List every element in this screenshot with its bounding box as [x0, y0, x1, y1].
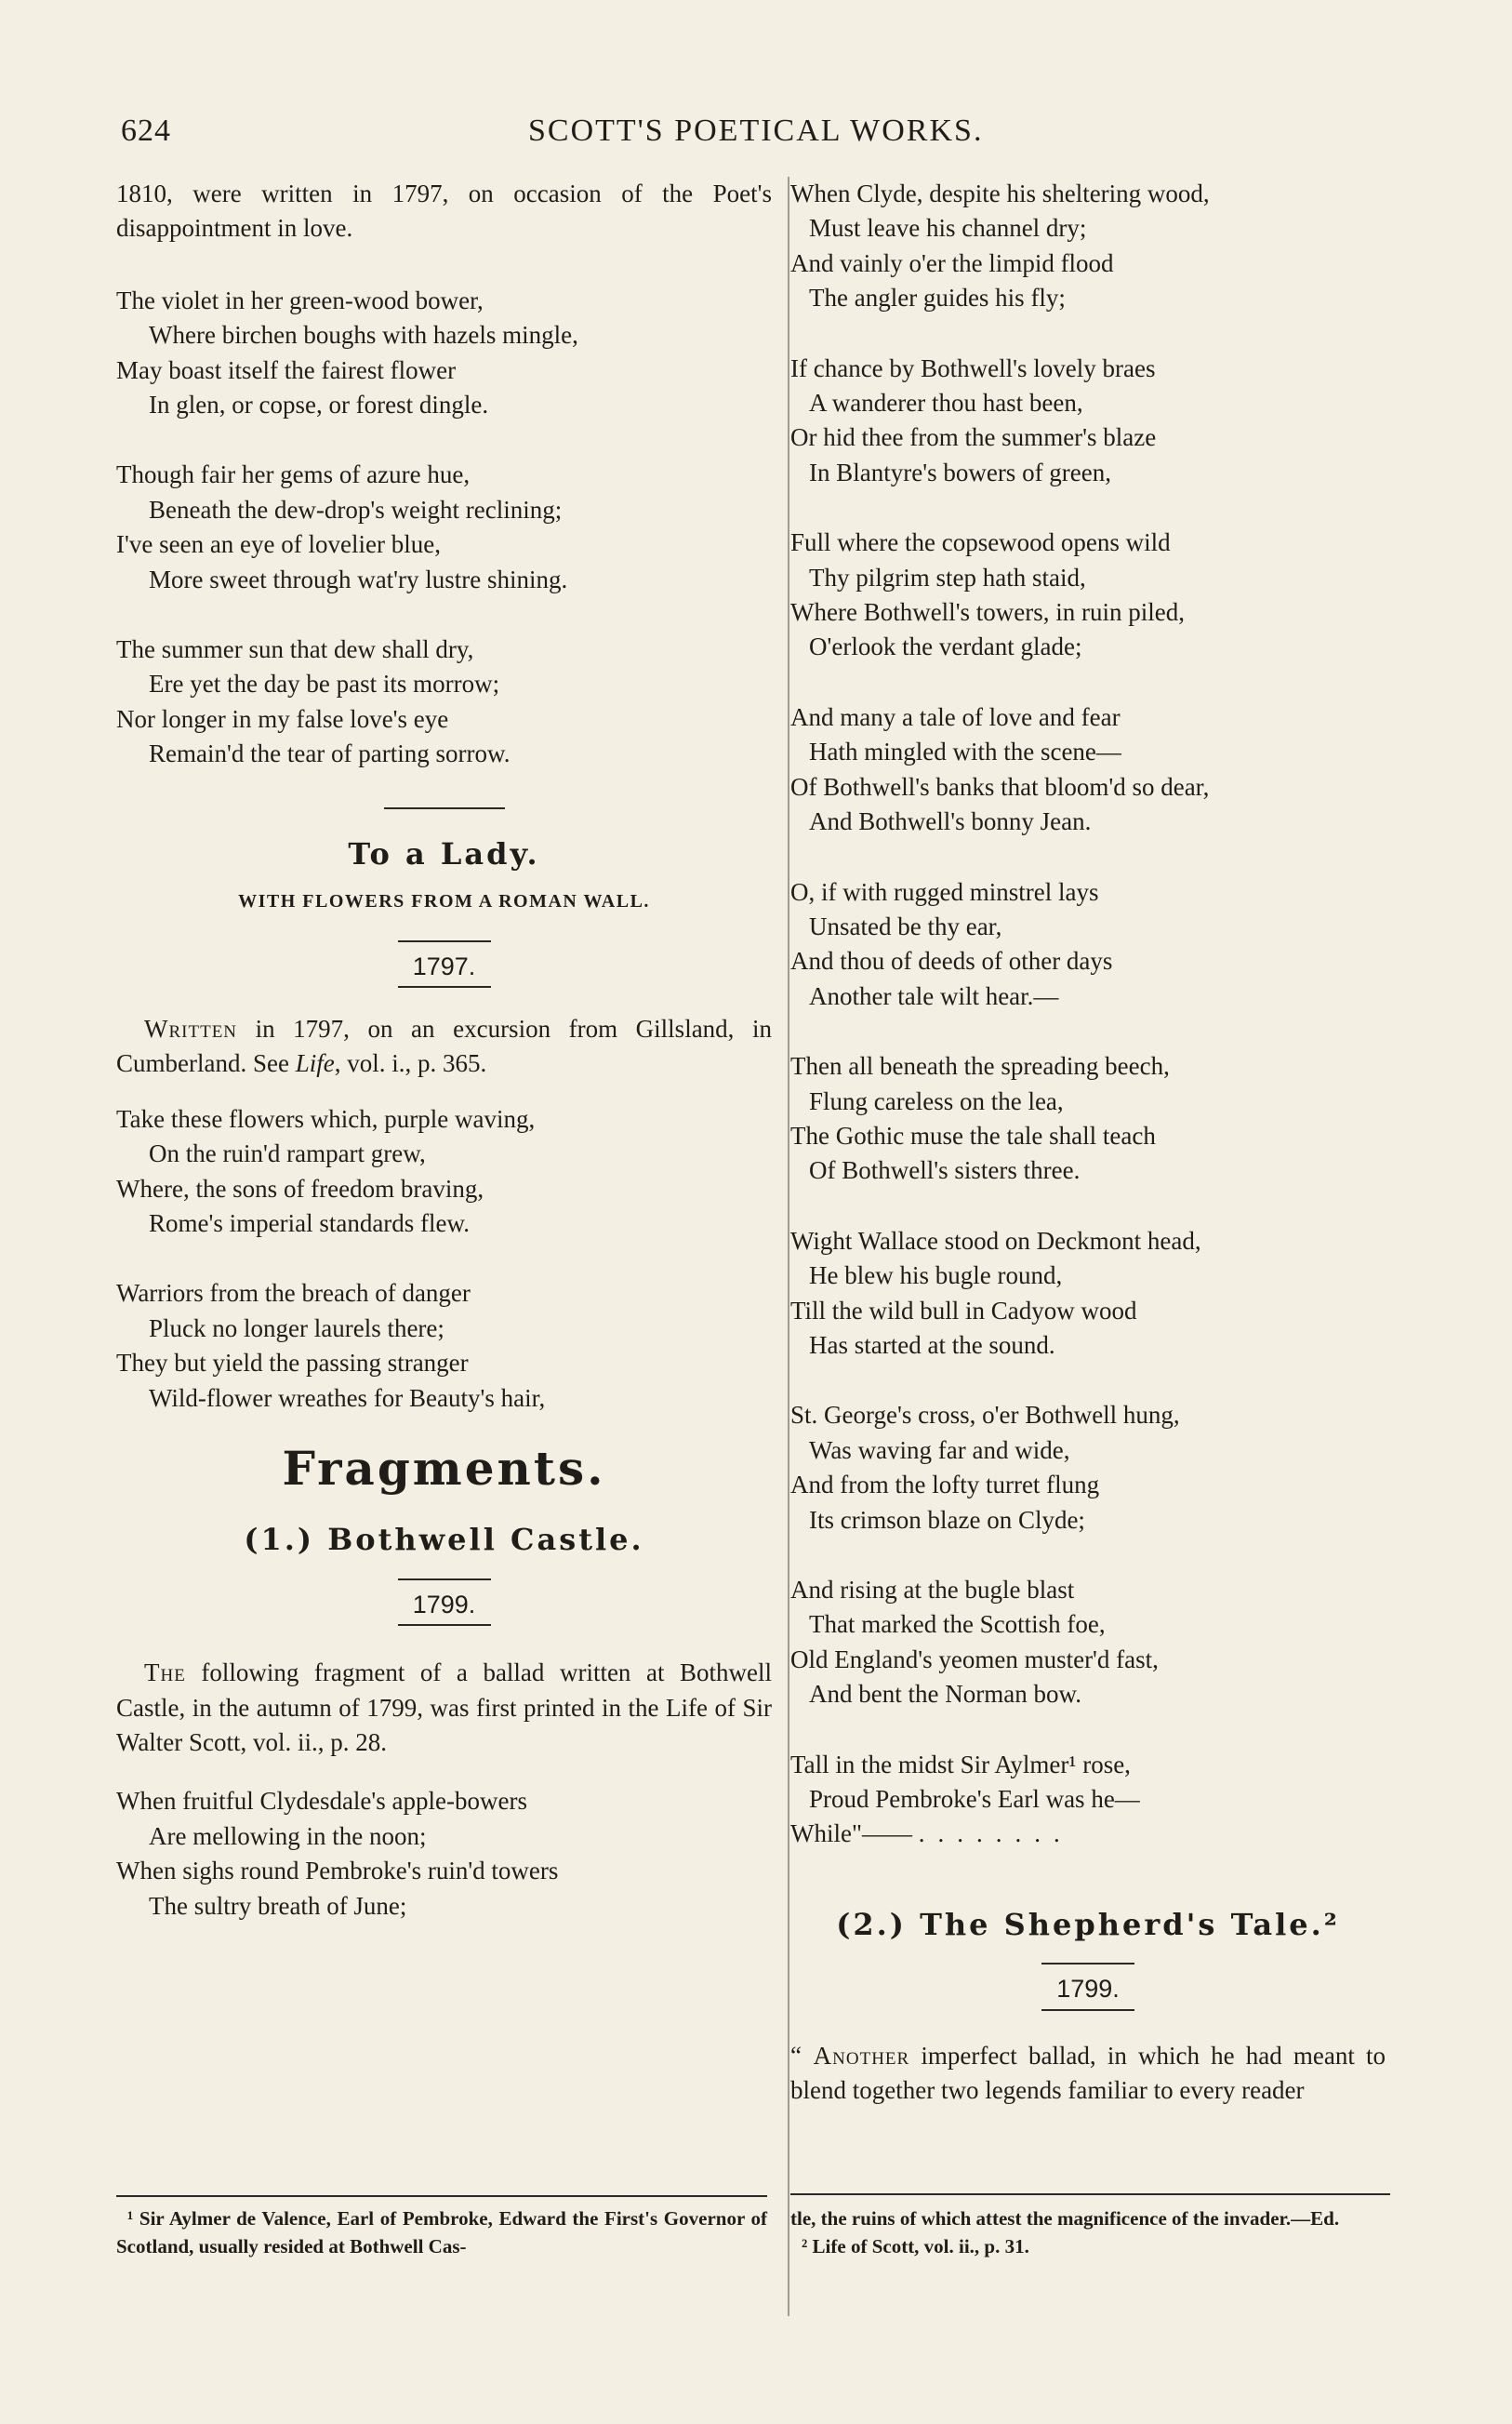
- verse-line: Hath mingled with the scene—: [809, 738, 1121, 766]
- fragments-heading: Fragments.: [282, 1440, 606, 1496]
- year-text: 1799.: [412, 1590, 476, 1618]
- verse-line: Pluck no longer laurels there;: [149, 1313, 444, 1342]
- year-text: 1797.: [412, 952, 476, 980]
- verse-line: The sultry breath of June;: [149, 1891, 407, 1920]
- stanza: [116, 284, 772, 423]
- verse-line: On the ruin'd rampart grew,: [149, 1139, 426, 1168]
- year-overline: [398, 1578, 491, 1580]
- note-body: following fragment of a ballad written at Bothwell Castle, in the autumn of 1799, was first printed in the Life of Sir Walter Scott, vol. ii., p. 28.: [116, 1658, 772, 1756]
- verse-line: They but yield the passing stranger: [116, 1349, 469, 1378]
- shepherds-tale-year: [1041, 1963, 1134, 2010]
- stanza: [790, 1224, 1386, 1364]
- ellipsis-dots: ........: [918, 1819, 1073, 1848]
- verse-line: Beneath the dew-drop's weight reclining;: [149, 495, 563, 524]
- to-a-lady-note: [116, 1012, 772, 1082]
- stanza: [790, 526, 1386, 665]
- footnote-right: [790, 2204, 1386, 2260]
- stanza: [116, 633, 772, 772]
- page-number: 624: [121, 113, 171, 148]
- footnote-rule-right: [790, 2193, 1390, 2195]
- year-text: 1799.: [1056, 1975, 1120, 2004]
- footnote-left: ¹ Sir Aylmer de Valence, Earl of Pembroke, Edward the First's Governor of Scotland, usually resided at Bothwell Cas-: [116, 2207, 767, 2258]
- poem-flowers: [116, 1102, 772, 1416]
- stanza: [790, 1398, 1386, 1538]
- verse-line: Was waving far and wide,: [809, 1435, 1070, 1464]
- verse-line: A wanderer thou hast been,: [809, 389, 1083, 418]
- footnote-continuation: tle, the ruins of which attest the magnificence of the invader.—Ed.: [790, 2207, 1340, 2230]
- verse-line: The Gothic muse the tale shall teach: [790, 1121, 1156, 1150]
- left-column: [116, 177, 772, 1959]
- to-a-lady-title: To a Lady.: [348, 835, 540, 872]
- verse-line: If chance by Bothwell's lovely braes: [790, 353, 1156, 382]
- verse-line: And many a tale of love and fear: [790, 702, 1121, 731]
- verse-line: Unsated be thy ear,: [809, 912, 1002, 940]
- verse-line: In glen, or copse, or forest dingle.: [149, 391, 489, 420]
- verse-line: And from the lofty turret flung: [790, 1471, 1100, 1499]
- verse-line: The angler guides his fly;: [809, 284, 1066, 313]
- verse-line: Where Bothwell's towers, in ruin piled,: [790, 598, 1186, 627]
- verse-line: I've seen an eye of lovelier blue,: [116, 530, 441, 559]
- verse-text: While"——: [790, 1819, 912, 1848]
- verse-line-final: [790, 1817, 1386, 1851]
- note-lead-word: The: [144, 1658, 186, 1687]
- stanza: [790, 352, 1386, 491]
- verse-line: Of Bothwell's banks that bloom'd so dear,: [790, 772, 1210, 801]
- year-underline: [1041, 2009, 1134, 2011]
- verse-line: Has started at the sound.: [809, 1330, 1055, 1359]
- note-lead-word: Written: [144, 1014, 238, 1043]
- stanza: [116, 458, 772, 597]
- verse-line: Or hid thee from the summer's blaze: [790, 423, 1157, 452]
- verse-line: More sweet through wat'ry lustre shining.: [149, 565, 568, 593]
- stanza: [116, 1102, 772, 1242]
- verse-line: Remain'd the tear of parting sorrow.: [149, 739, 511, 768]
- verse-line: May boast itself the fairest flower: [116, 355, 457, 384]
- verse-line: And rising at the bugle blast: [790, 1576, 1075, 1604]
- footnote-2: ² Life of Scott, vol. ii., p. 31.: [802, 2235, 1029, 2258]
- stanza: [790, 700, 1386, 840]
- verse-line: Rome's imperial standards flew.: [149, 1208, 471, 1237]
- verse-line: Where, the sons of freedom braving,: [116, 1174, 484, 1203]
- to-a-lady-year: [398, 940, 491, 988]
- stanza: [790, 875, 1386, 1015]
- verse-line: Old England's yeomen muster'd fast,: [790, 1645, 1159, 1673]
- note-body: imperfect ballad, in which he had meant to blend together two legends familiar to every reader: [790, 2041, 1386, 2105]
- verse-line: And vainly o'er the limpid flood: [790, 248, 1114, 277]
- year-underline: [398, 986, 491, 988]
- note-end: , vol. i., p. 365.: [334, 1049, 487, 1078]
- verse-line: When sighs round Pembroke's ruin'd towers: [116, 1857, 559, 1885]
- verse-line: Take these flowers which, purple waving,: [116, 1104, 536, 1133]
- shepherds-tale-note: [790, 2039, 1386, 2109]
- stanza: [116, 1276, 772, 1416]
- verse-line: O'erlook the verdant glade;: [809, 633, 1082, 661]
- verse-line: Its crimson blaze on Clyde;: [809, 1505, 1085, 1534]
- year-overline: [398, 940, 491, 942]
- column-divider: [788, 177, 789, 2316]
- verse-line: Nor longer in my false love's eye: [116, 704, 449, 733]
- intro-note: 1810, were written in 1797, on occasion of the Poet's disappointment in love.: [116, 180, 772, 243]
- shepherds-tale-title: (2.) The Shepherd's Tale.²: [836, 1906, 1340, 1942]
- verse-line: Though fair her gems of azure hue,: [116, 460, 471, 489]
- verse-line: The summer sun that dew shall dry,: [116, 635, 474, 664]
- last-stanza: [790, 1748, 1386, 1852]
- note-life-italic: Life: [295, 1049, 335, 1078]
- to-a-lady-subtitle: WITH FLOWERS FROM A ROMAN WALL.: [238, 891, 650, 912]
- stanza: [116, 1784, 772, 1924]
- verse-line: Flung careless on the lea,: [809, 1086, 1064, 1115]
- stanza: [790, 1049, 1386, 1189]
- bothwell-note: [116, 1656, 772, 1760]
- bothwell-year: [398, 1578, 491, 1626]
- verse-line: In Blantyre's bowers of green,: [809, 458, 1112, 486]
- section-rule: [384, 807, 505, 809]
- verse-line: Ere yet the day be past its morrow;: [149, 670, 500, 699]
- verse-line: O, if with rugged minstrel lays: [790, 877, 1099, 906]
- verse-line: That marked the Scottish foe,: [809, 1610, 1106, 1639]
- running-title: SCOTT'S POETICAL WORKS.: [528, 113, 984, 148]
- verse-line: Tall in the midst Sir Aylmer¹ rose,: [790, 1750, 1131, 1778]
- verse-line: Must leave his channel dry;: [809, 214, 1087, 243]
- verse-line: He blew his bugle round,: [809, 1261, 1063, 1290]
- verse-line: Warriors from the breach of danger: [116, 1279, 471, 1308]
- footnote-rule-left: [116, 2195, 767, 2197]
- bothwell-title: (1.) Bothwell Castle.: [244, 1522, 644, 1558]
- year-underline: [398, 1624, 491, 1626]
- poem-violet: [116, 284, 772, 772]
- verse-line: Wild-flower wreathes for Beauty's hair,: [149, 1383, 546, 1412]
- verse-line: When fruitful Clydesdale's apple-bowers: [116, 1787, 527, 1816]
- poem-clydesdale: [116, 1784, 772, 1924]
- verse-line: Then all beneath the spreading beech,: [790, 1052, 1170, 1081]
- verse-line: When Clyde, despite his sheltering wood,: [790, 180, 1210, 207]
- verse-line: Are mellowing in the noon;: [149, 1821, 427, 1850]
- verse-line: Where birchen boughs with hazels mingle,: [149, 321, 578, 350]
- verse-line: Proud Pembroke's Earl was he—: [809, 1785, 1140, 1814]
- note-body: in 1797, on an excursion from Gillsland, in Cumberland. See: [116, 1014, 772, 1078]
- verse-line: Wight Wallace stood on Deckmont head,: [790, 1226, 1201, 1255]
- verse-line: Another tale wilt hear.—: [809, 981, 1059, 1010]
- verse-line: And bent the Norman bow.: [809, 1680, 1081, 1709]
- verse-line: Full where the copsewood opens wild: [790, 528, 1171, 557]
- year-overline: [1041, 1963, 1134, 1965]
- verse-line: Thy pilgrim step hath staid,: [809, 563, 1086, 592]
- verse-line: Of Bothwell's sisters three.: [809, 1156, 1081, 1185]
- running-header: [121, 113, 1051, 156]
- stanza: [790, 1573, 1386, 1712]
- verse-line: Till the wild bull in Cadyow wood: [790, 1296, 1137, 1325]
- verse-line: And thou of deeds of other days: [790, 947, 1113, 976]
- note-lead-word: “ Another: [790, 2041, 910, 2070]
- verse-line: And Bothwell's bonny Jean.: [809, 807, 1092, 836]
- poem-bothwell-continued: [790, 177, 1386, 1712]
- verse-line: St. George's cross, o'er Bothwell hung,: [790, 1401, 1180, 1430]
- stanza: [790, 177, 1386, 316]
- right-column: [790, 177, 1386, 2108]
- verse-line: The violet in her green-wood bower,: [116, 286, 484, 314]
